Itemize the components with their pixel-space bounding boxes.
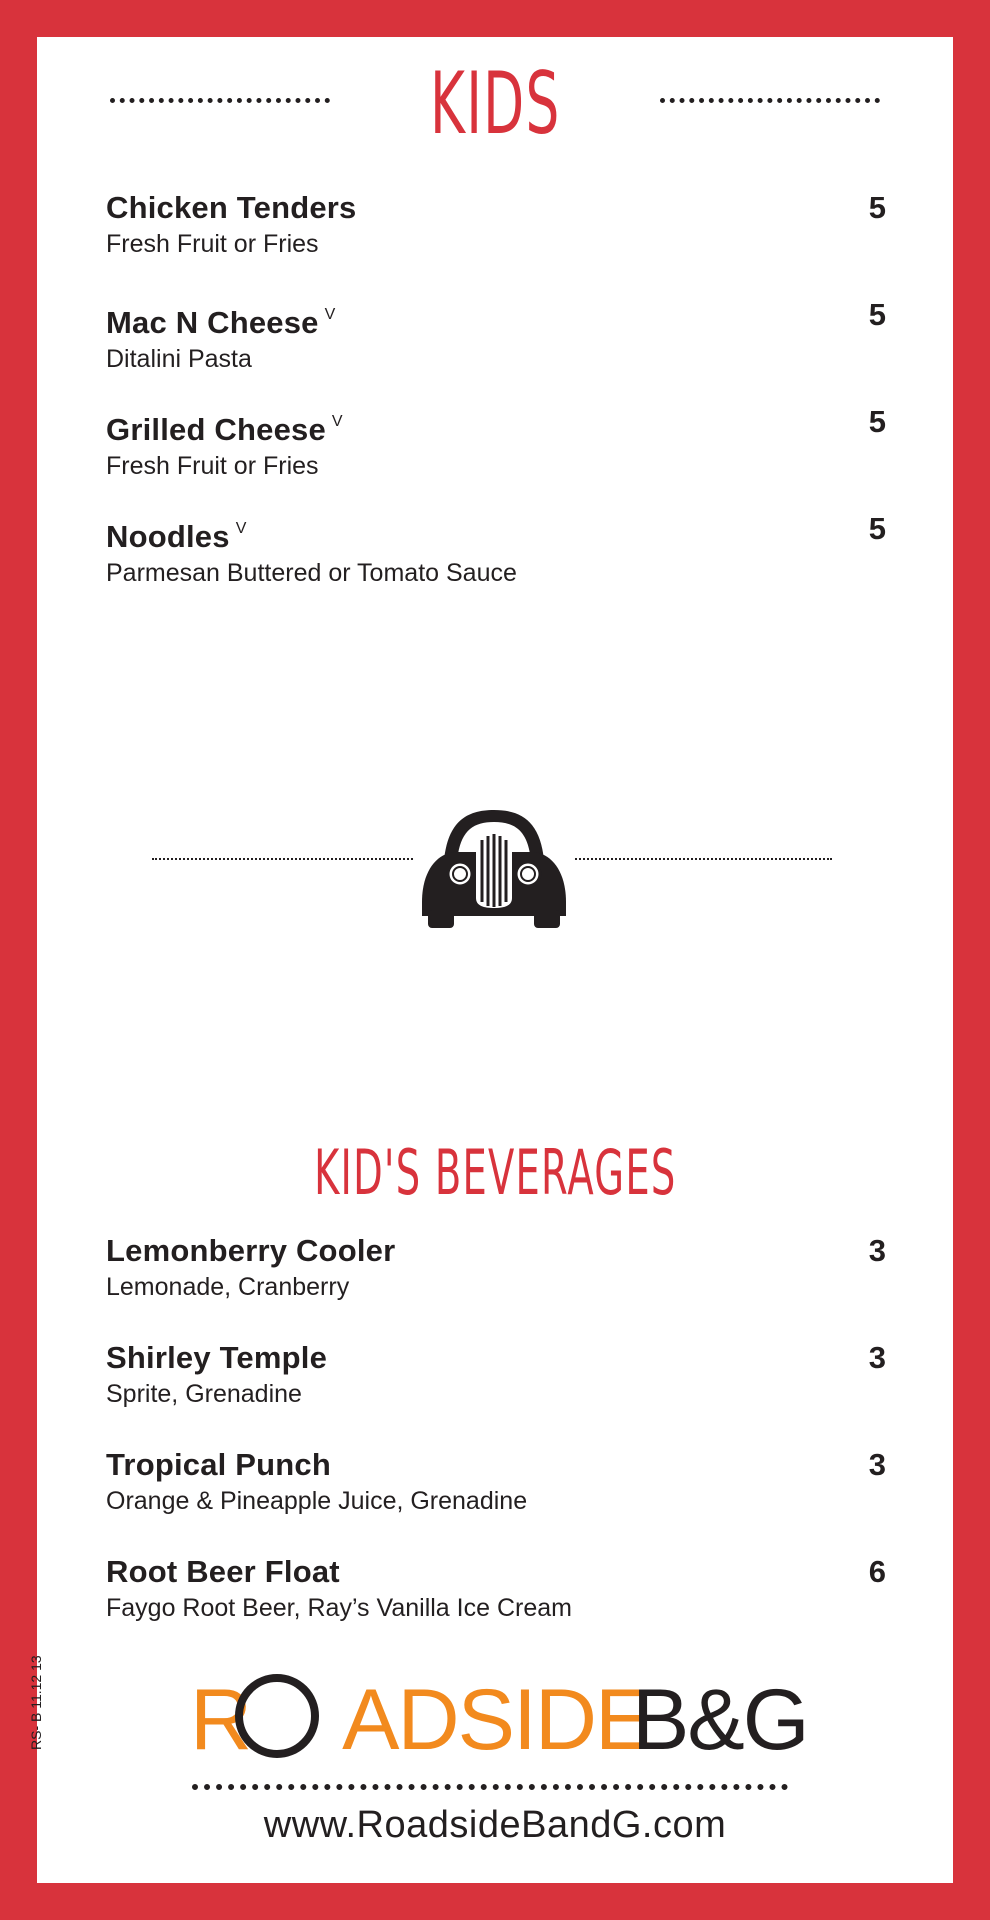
- print-code: RS- B 11.12 13: [28, 1655, 44, 1750]
- vegetarian-mark: V: [331, 413, 343, 430]
- vegetarian-mark: V: [324, 306, 336, 323]
- item-price: 5: [868, 190, 886, 225]
- menu-item: [106, 1447, 886, 1517]
- item-name: Grilled Cheese $^V$: [106, 412, 343, 447]
- item-description: Ditalini Pasta: [106, 345, 252, 373]
- item-name: Tropical Punch: [106, 1447, 332, 1482]
- item-price: 5: [868, 297, 886, 332]
- item-price: 5: [868, 511, 886, 546]
- item-description: Sprite, Grenadine: [106, 1380, 302, 1408]
- item-name: Mac N Cheese $^V$: [106, 305, 336, 340]
- roadside-logo: [190, 1670, 808, 1780]
- item-name: Chicken Tenders: [106, 190, 357, 225]
- item-description: Fresh Fruit or Fries: [106, 230, 319, 258]
- item-name: Shirley Temple: [106, 1340, 328, 1375]
- website-url: www.RoadsideBandG.com: [263, 1804, 727, 1846]
- menu-item: [106, 190, 886, 260]
- logo-underline-dots: [192, 1784, 788, 1790]
- item-description: Orange & Pineapple Juice, Grenadine: [106, 1487, 528, 1515]
- menu-item: [106, 1340, 886, 1410]
- beverages-title: KID'S BEVERAGES: [313, 1136, 677, 1209]
- kids-title: KIDS: [429, 54, 561, 154]
- menu-item: [106, 511, 886, 589]
- menu-item: [106, 1554, 886, 1624]
- item-description: Lemonade, Cranberry: [106, 1273, 350, 1301]
- item-price: 6: [868, 1554, 886, 1589]
- item-name: Lemonberry Cooler: [106, 1233, 396, 1268]
- item-description: Parmesan Buttered or Tomato Sauce: [106, 559, 517, 587]
- item-price: 3: [868, 1447, 886, 1482]
- item-name: Noodles $^V$: [106, 519, 247, 554]
- item-description: Faygo Root Beer, Ray’s Vanilla Ice Cream: [106, 1594, 572, 1622]
- vegetarian-mark: V: [235, 520, 247, 537]
- item-price: 3: [868, 1340, 886, 1375]
- logo-bg-text: B&G: [632, 1672, 808, 1768]
- vintage-car-icon: [414, 802, 574, 930]
- item-name: Root Beer Float: [106, 1554, 340, 1589]
- menu-item: [106, 1233, 886, 1303]
- logo-o-ring: [235, 1674, 319, 1758]
- item-price: 3: [868, 1233, 886, 1268]
- logo-wordmark: R ADSIDE: [190, 1672, 651, 1768]
- menu-item: [106, 297, 886, 375]
- item-description: Fresh Fruit or Fries: [106, 452, 319, 480]
- item-price: 5: [868, 404, 886, 439]
- menu-item: [106, 404, 886, 482]
